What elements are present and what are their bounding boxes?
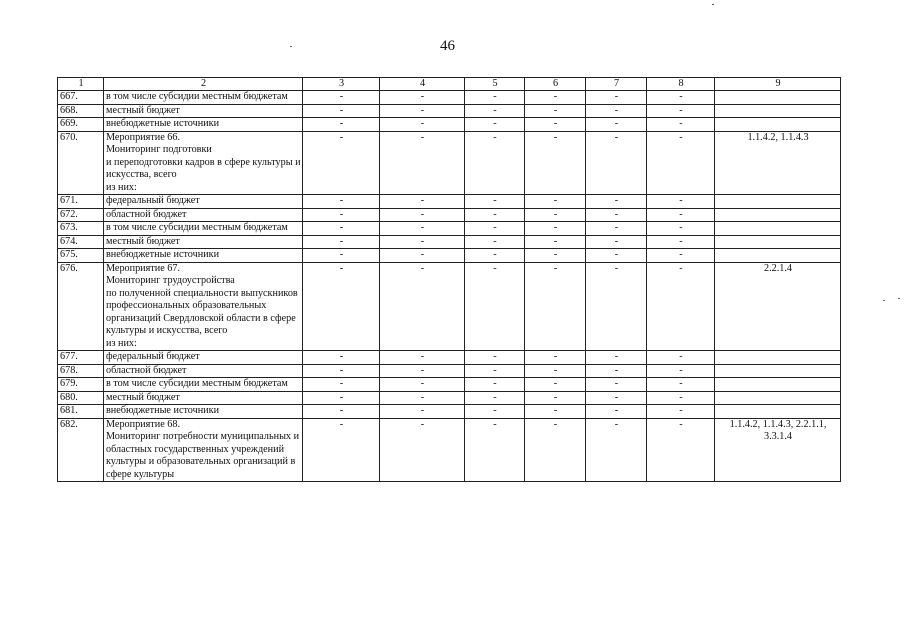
table-header-row <box>58 78 841 91</box>
row-value: - <box>380 249 465 263</box>
row-value: - <box>525 405 586 419</box>
row-value: - <box>525 118 586 132</box>
row-value: - <box>586 118 647 132</box>
row-value: - <box>647 208 715 222</box>
row-value: - <box>525 378 586 392</box>
row-reference <box>715 118 841 132</box>
table-body <box>58 78 841 482</box>
row-name: в том числе субсидии местным бюджетам <box>104 378 303 392</box>
row-name: федеральный бюджет <box>104 351 303 365</box>
row-reference <box>715 235 841 249</box>
table-row <box>58 262 841 351</box>
column-header: 8 <box>647 78 715 91</box>
row-number: 670. <box>58 131 104 195</box>
row-value: - <box>525 364 586 378</box>
row-name: Мероприятие 68. Мониторинг потребности муниципальных и областных государственных учреждений культуры и образовательных организаций в сфере культуры <box>104 418 303 482</box>
scan-speck <box>290 46 292 47</box>
row-number: 676. <box>58 262 104 351</box>
row-value: - <box>380 91 465 105</box>
table-row <box>58 249 841 263</box>
row-reference <box>715 208 841 222</box>
row-value: - <box>380 235 465 249</box>
row-value: - <box>303 262 380 351</box>
row-value: - <box>586 249 647 263</box>
table-row <box>58 91 841 105</box>
row-reference <box>715 222 841 236</box>
row-reference <box>715 91 841 105</box>
row-number: 668. <box>58 104 104 118</box>
row-value: - <box>525 391 586 405</box>
row-value: - <box>380 222 465 236</box>
row-value: - <box>586 262 647 351</box>
row-value: - <box>525 249 586 263</box>
row-value: - <box>647 364 715 378</box>
row-value: - <box>303 131 380 195</box>
table-row <box>58 195 841 209</box>
row-value: - <box>525 91 586 105</box>
table-row <box>58 222 841 236</box>
row-value: - <box>647 195 715 209</box>
column-header: 7 <box>586 78 647 91</box>
row-value: - <box>647 131 715 195</box>
row-value: - <box>380 405 465 419</box>
row-name: в том числе субсидии местным бюджетам <box>104 91 303 105</box>
row-reference: 2.2.1.4 <box>715 262 841 351</box>
row-name: местный бюджет <box>104 235 303 249</box>
row-number: 678. <box>58 364 104 378</box>
row-number: 674. <box>58 235 104 249</box>
row-value: - <box>465 418 525 482</box>
row-value: - <box>647 222 715 236</box>
row-name: федеральный бюджет <box>104 195 303 209</box>
program-table <box>57 77 841 482</box>
row-reference <box>715 364 841 378</box>
column-header: 3 <box>303 78 380 91</box>
row-value: - <box>586 364 647 378</box>
row-number: 679. <box>58 378 104 392</box>
row-number: 680. <box>58 391 104 405</box>
row-value: - <box>465 378 525 392</box>
table-row <box>58 364 841 378</box>
row-value: - <box>525 208 586 222</box>
table-row <box>58 131 841 195</box>
row-value: - <box>380 262 465 351</box>
table-row <box>58 235 841 249</box>
row-value: - <box>465 195 525 209</box>
row-value: - <box>303 91 380 105</box>
row-value: - <box>586 208 647 222</box>
row-number: 677. <box>58 351 104 365</box>
row-value: - <box>586 131 647 195</box>
row-value: - <box>647 91 715 105</box>
table-row <box>58 208 841 222</box>
column-header: 5 <box>465 78 525 91</box>
row-value: - <box>586 104 647 118</box>
row-value: - <box>586 351 647 365</box>
table-row <box>58 418 841 482</box>
table-row <box>58 351 841 365</box>
table-row <box>58 405 841 419</box>
column-header: 1 <box>58 78 104 91</box>
table-row <box>58 378 841 392</box>
row-value: - <box>465 391 525 405</box>
row-name: местный бюджет <box>104 104 303 118</box>
row-reference <box>715 391 841 405</box>
row-value: - <box>380 208 465 222</box>
row-number: 682. <box>58 418 104 482</box>
row-value: - <box>303 378 380 392</box>
row-value: - <box>380 195 465 209</box>
scan-speck <box>883 300 885 301</box>
row-value: - <box>465 208 525 222</box>
row-value: - <box>525 418 586 482</box>
row-value: - <box>465 91 525 105</box>
row-value: - <box>525 351 586 365</box>
row-value: - <box>586 195 647 209</box>
row-name: Мероприятие 66. Мониторинг подготовки и переподготовки кадров в сфере культуры и искусства, всего из них: <box>104 131 303 195</box>
table-row <box>58 118 841 132</box>
row-value: - <box>465 249 525 263</box>
row-reference <box>715 249 841 263</box>
row-name: в том числе субсидии местным бюджетам <box>104 222 303 236</box>
row-value: - <box>303 249 380 263</box>
row-value: - <box>303 391 380 405</box>
row-value: - <box>380 118 465 132</box>
row-number: 673. <box>58 222 104 236</box>
row-name: Мероприятие 67. Мониторинг трудоустройства по полученной специальности выпускников профессиональных образовательных организаций Свердловской области в сфере культуры и искусства, всего из них: <box>104 262 303 351</box>
row-name: внебюджетные источники <box>104 249 303 263</box>
row-value: - <box>647 405 715 419</box>
column-header: 2 <box>104 78 303 91</box>
scan-speck <box>898 298 900 299</box>
row-reference: 1.1.4.2, 1.1.4.3 <box>715 131 841 195</box>
row-value: - <box>647 418 715 482</box>
row-value: - <box>303 104 380 118</box>
row-value: - <box>586 235 647 249</box>
row-number: 669. <box>58 118 104 132</box>
row-reference <box>715 405 841 419</box>
row-value: - <box>303 222 380 236</box>
row-value: - <box>303 208 380 222</box>
row-value: - <box>380 364 465 378</box>
row-value: - <box>380 351 465 365</box>
row-value: - <box>380 104 465 118</box>
row-value: - <box>647 351 715 365</box>
row-value: - <box>465 118 525 132</box>
row-number: 672. <box>58 208 104 222</box>
table-row <box>58 391 841 405</box>
row-value: - <box>586 378 647 392</box>
scan-speck <box>712 4 714 5</box>
row-value: - <box>647 249 715 263</box>
row-reference <box>715 104 841 118</box>
row-number: 681. <box>58 405 104 419</box>
row-value: - <box>380 378 465 392</box>
row-value: - <box>465 104 525 118</box>
column-header: 9 <box>715 78 841 91</box>
row-value: - <box>586 418 647 482</box>
row-reference <box>715 378 841 392</box>
row-value: - <box>525 222 586 236</box>
row-value: - <box>647 235 715 249</box>
row-value: - <box>525 262 586 351</box>
row-value: - <box>586 405 647 419</box>
row-value: - <box>465 222 525 236</box>
row-value: - <box>525 235 586 249</box>
row-value: - <box>525 104 586 118</box>
row-value: - <box>647 262 715 351</box>
row-value: - <box>465 131 525 195</box>
row-value: - <box>586 91 647 105</box>
row-reference <box>715 195 841 209</box>
row-value: - <box>380 418 465 482</box>
column-header: 6 <box>525 78 586 91</box>
row-name: областной бюджет <box>104 364 303 378</box>
row-value: - <box>525 131 586 195</box>
row-value: - <box>380 391 465 405</box>
row-name: внебюджетные источники <box>104 118 303 132</box>
row-value: - <box>465 262 525 351</box>
row-name: областной бюджет <box>104 208 303 222</box>
row-value: - <box>647 118 715 132</box>
row-value: - <box>303 405 380 419</box>
row-value: - <box>647 378 715 392</box>
row-reference <box>715 351 841 365</box>
row-value: - <box>303 364 380 378</box>
row-number: 671. <box>58 195 104 209</box>
row-value: - <box>525 195 586 209</box>
row-reference: 1.1.4.2, 1.1.4.3, 2.2.1.1, 3.3.1.4 <box>715 418 841 482</box>
row-value: - <box>303 235 380 249</box>
row-value: - <box>647 104 715 118</box>
row-number: 675. <box>58 249 104 263</box>
row-value: - <box>303 418 380 482</box>
row-value: - <box>465 405 525 419</box>
row-value: - <box>465 235 525 249</box>
row-number: 667. <box>58 91 104 105</box>
row-name: внебюджетные источники <box>104 405 303 419</box>
row-value: - <box>647 391 715 405</box>
table-row <box>58 104 841 118</box>
page-number: 46 <box>440 38 455 54</box>
row-value: - <box>465 364 525 378</box>
row-value: - <box>586 391 647 405</box>
row-name: местный бюджет <box>104 391 303 405</box>
row-value: - <box>465 351 525 365</box>
row-value: - <box>303 195 380 209</box>
row-value: - <box>303 351 380 365</box>
row-value: - <box>586 222 647 236</box>
column-header: 4 <box>380 78 465 91</box>
row-value: - <box>380 131 465 195</box>
row-value: - <box>303 118 380 132</box>
